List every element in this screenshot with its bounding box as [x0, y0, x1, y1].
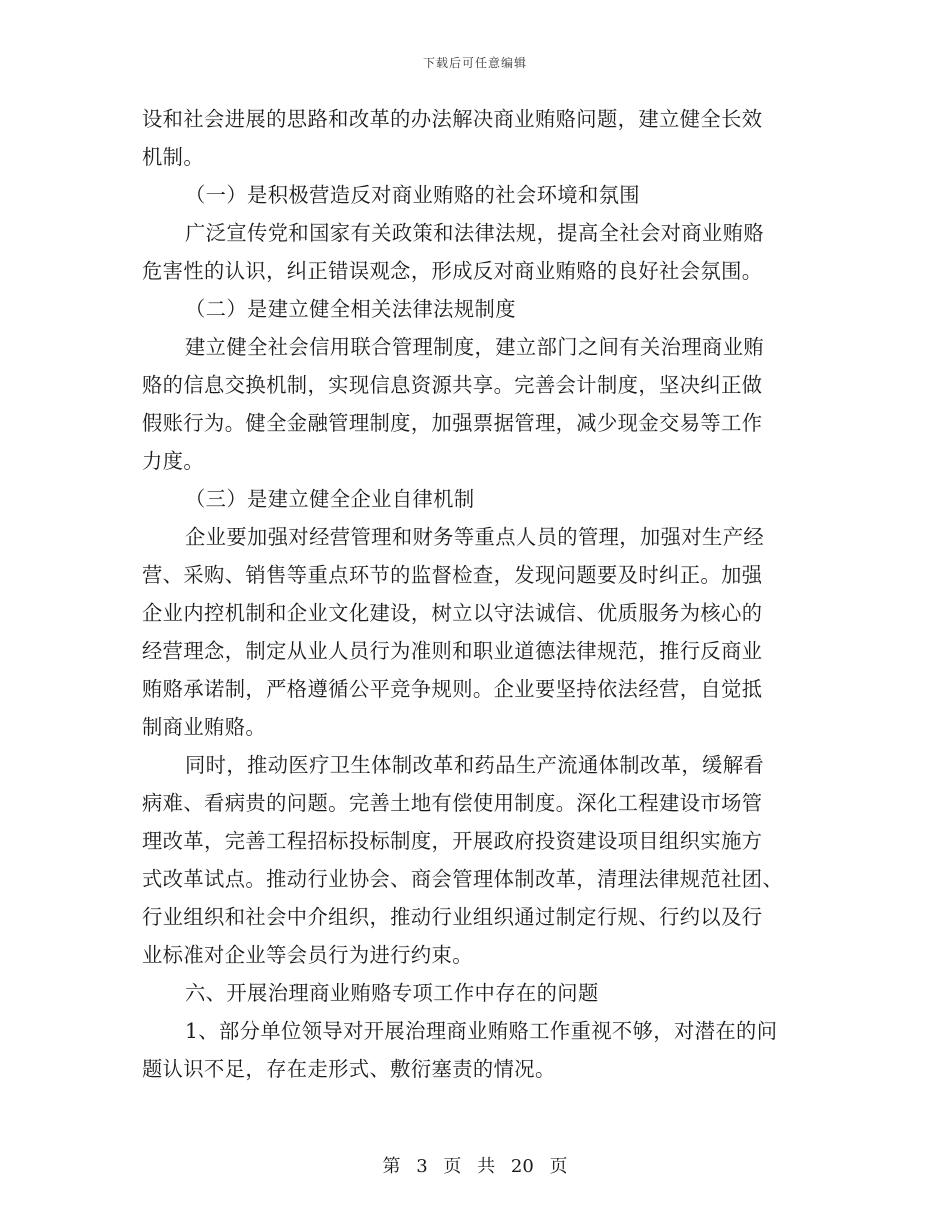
text-line: 力度。 [142, 449, 205, 473]
text-line: 企业要加强对经营管理和财务等重点人员的管理，加强对生产经 [185, 525, 765, 549]
page-footer [0, 1152, 950, 1178]
text-line: 设和社会进展的思路和改革的办法解决商业贿赂问题，建立健全长效 [142, 107, 763, 131]
section-heading: （三）是建立健全企业自律机制 [185, 487, 475, 511]
header-note: 下载后可任意编辑 [422, 56, 527, 70]
footer-suffix: 页 [549, 1156, 568, 1177]
text-line: 同时，推动医疗卫生体制改革和药品生产流通体制改革，缓解看 [185, 753, 765, 777]
text-line: 机制。 [142, 145, 205, 169]
text-line: 业标准对企业等会员行为进行约束。 [142, 943, 473, 967]
text-line: 式改革试点。推动行业协会、商会管理体制改革，清理法律规范社团、 [142, 867, 784, 891]
text-line: 行业组织和社会中介组织，推动行业组织通过制定行规、行约以及行 [142, 905, 763, 929]
section-heading: （二）是建立健全相关法律法规制度 [185, 297, 516, 321]
text-line: 1、部分单位领导对开展治理商业贿赂工作重视不够，对潜在的问 [185, 1019, 778, 1043]
footer-page-word: 页 [443, 1156, 462, 1177]
text-line: 制商业贿赂。 [142, 715, 267, 739]
text-line: 假账行为。健全金融管理制度，加强票据管理，减少现金交易等工作 [142, 411, 763, 435]
footer-page-number: 3 [416, 1156, 428, 1177]
footer-prefix: 第 [382, 1156, 401, 1177]
section-heading: 六、开展治理商业贿赂专项工作中存在的问题 [185, 981, 599, 1005]
text-line: 企业内控机制和企业文化建设，树立以守法诚信、优质服务为核心的 [142, 601, 763, 625]
text-line: 建立健全社会信用联合管理制度，建立部门之间有关治理商业贿 [185, 335, 765, 359]
text-line: 广泛宣传党和国家有关政策和法律法规，提高全社会对商业贿赂 [185, 221, 765, 245]
text-line: 经营理念，制定从业人员行为准则和职业道德法律规范，推行反商业 [142, 639, 763, 663]
text-line: 题认识不足，存在走形式、敷衍塞责的情况。 [142, 1057, 556, 1081]
footer-total-pages: 20 [510, 1156, 534, 1177]
text-line: 理改革，完善工程招标投标制度，开展政府投资建设项目组织实施方 [142, 829, 763, 853]
section-heading: （一）是积极营造反对商业贿赂的社会环境和氛围 [185, 183, 640, 207]
text-line: 赂的信息交换机制，实现信息资源共享。完善会计制度，坚决纠正做 [142, 373, 763, 397]
document-body [142, 100, 807, 1088]
text-line: 营、采购、销售等重点环节的监督检查，发现问题要及时纠正。加强 [142, 563, 763, 587]
footer-total-word: 共 [477, 1156, 496, 1177]
text-line: 危害性的认识，纠正错误观念，形成反对商业贿赂的良好社会氛围。 [142, 259, 763, 283]
text-line: 贿赂承诺制，严格遵循公平竞争规则。企业要坚持依法经营，自觉抵 [142, 677, 763, 701]
text-line: 病难、看病贵的问题。完善土地有偿使用制度。深化工程建设市场管 [142, 791, 763, 815]
